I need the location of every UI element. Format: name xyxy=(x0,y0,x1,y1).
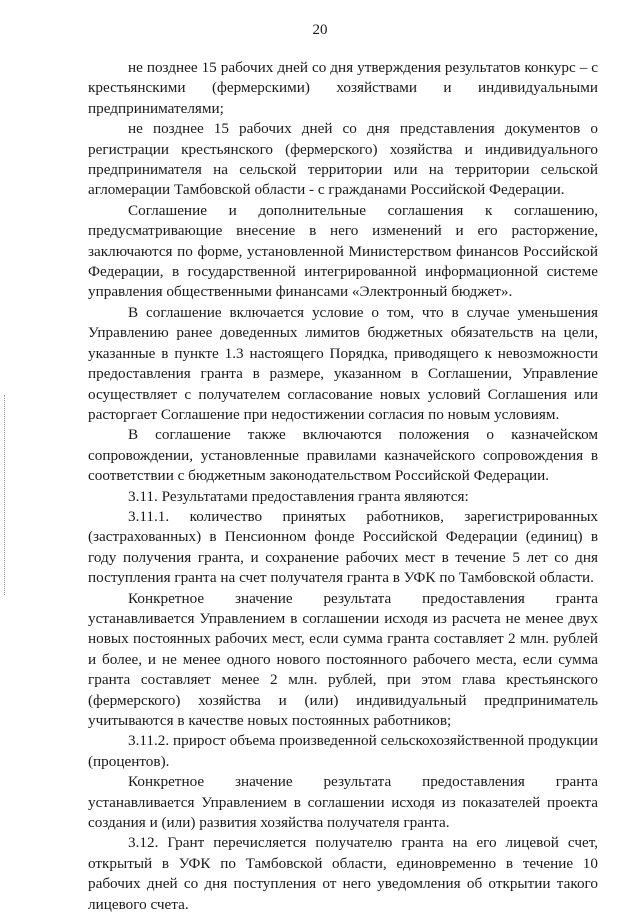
paragraph-agreement-form: Соглашение и дополнительные соглашения к соглашению, предусматривающие внесение в него изменений и его расторжение, заключаются по форме, установленной Министерством финансов Российской Федерации, в государственной интегрированной информационной системе управления общественными финансами «Электронный бюджет». xyxy=(88,201,598,301)
paragraph-3-11-heading: 3.11. Результатами предоставления гранта являются: xyxy=(128,487,469,505)
paragraph-deadline-citizens: не позднее 15 рабочих дней со дня представления документов о регистрации крестьянского (фермерского) хозяйства и индивидуального предпринимателя на сельской территории или на территории сельской агломерации Тамбовской области - с гражданами Российской Федерации. xyxy=(88,120,598,199)
paragraph-3-11-1: 3.11.1. количество принятых работников, зарегистрированных (застрахованных) в Пенсионном фонде Российской Федерации (единиц) в году получения гранта, и сохранение рабочих мест в течение 5 лет со дня поступления гранта на счет получателя гранта в УФК по Тамбовской области. xyxy=(88,507,598,587)
paragraph-limits-reduction: В соглашение включается условие о том, что в случае уменьшения Управлению ранее доведенных лимитов бюджетных обязательств на цели, указанные в пункте 1.3 настоящего Порядка, приводящего к невозможности предоставления гранта в размере, указанном в Соглашении, Управление осуществляет с получателем согласование новых условий Соглашения или расторгает Соглашение при недостижении согласия по новым условиям. xyxy=(88,303,598,423)
paragraph-3-12: 3.12. Грант перечисляется получателю гранта на его лицевой счет, открытый в УФК по Тамбовской области, единовременно в течение 10 рабочих дней со дня поступления от него уведомления об открытии такого лицевого счета. xyxy=(88,834,598,913)
paragraph-deadline-farmers: не позднее 15 рабочих дней со дня утверждения результатов конкурс – с крестьянскими (фермерскими) хозяйствами и индивидуальными предпринимателями; xyxy=(88,59,598,117)
page-number: 20 xyxy=(312,22,328,38)
paragraph-treasury-support: В соглашение также включаются положения о казначейском сопровождении, установленные правилами казначейского сопровождения в соответствии с бюджетным законодательством Российской Федерации. xyxy=(88,426,598,485)
paragraph-3-11-2: 3.11.2. прирост объема произведенной сельскохозяйственной продукции (процентов). xyxy=(88,732,598,770)
scan-edge-mark xyxy=(4,395,6,595)
paragraph-result-value-production: Конкретное значение результата предоставления гранта устанавливается Управлением в соглашении исходя из показателей проекта создания и (или) развития хозяйства получателя гранта. xyxy=(88,773,598,832)
paragraph-result-value-jobs: Конкретное значение результата предоставления гранта устанавливается Управлением в соглашении исходя из расчета не менее двух новых постоянных рабочих мест, если сумма гранта составляет 2 млн. рублей и более, и не менее одного нового постоянного рабочего места, если сумма гранта составляет менее 2 млн. рублей, при этом глава крестьянского (фермерского) хозяйства и (или) индивидуальный предприниматель учитываются в качестве новых постоянных работников; xyxy=(88,589,598,729)
document-body xyxy=(88,58,598,915)
